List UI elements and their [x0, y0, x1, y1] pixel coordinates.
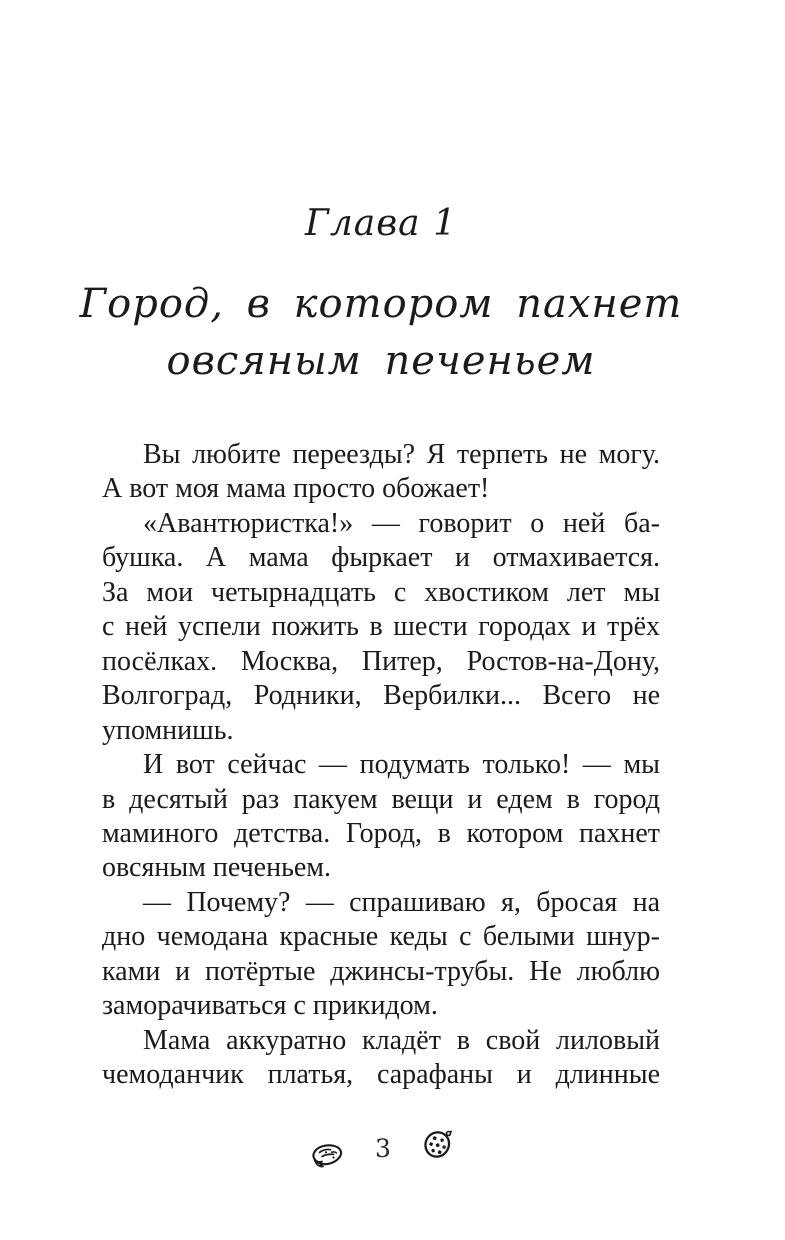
- text-line: посёлках. Москва, Питер, Ростов-на-Дону,: [102, 645, 660, 677]
- text-line: ками и потёртые джинсы-трубы. Не люблю: [102, 955, 660, 987]
- text-line: дно чемодана красные кеды с белыми шнур-: [102, 921, 660, 953]
- text-line: Вы любите переезды? Я терпеть не могу.: [143, 439, 660, 470]
- text-line: Мама аккуратно кладёт в свой лиловый: [143, 1024, 660, 1056]
- bitten-cookie-icon: [309, 1140, 345, 1172]
- text-line: Волгоград, Родники, Вербилки... Всего не: [102, 680, 660, 712]
- text-line: с ней успели пожить в шести городах и трёх: [102, 611, 660, 643]
- text-line: — Почему? — спрашиваю я, бросая на: [143, 886, 660, 918]
- text-line: упомнишь.: [102, 714, 234, 746]
- text-line: «Авантюристка!» — говорит о ней ба-: [143, 507, 660, 539]
- chapter-title: [62, 276, 700, 390]
- text-line: маминого детства. Город, в котором пахнет: [102, 817, 660, 849]
- text-line: заморачиваться с прикидом.: [102, 990, 438, 1022]
- text-line: И вот сейчас — подумать только! — мы: [143, 749, 660, 781]
- text-line: в десятый раз пакуем вещи и едем в город: [102, 783, 660, 815]
- page-number: 3: [375, 1133, 391, 1163]
- chapter-title-line-2: овсяным печеньем: [166, 338, 596, 384]
- text-line: чемоданчик платья, сарафаны и длинные: [102, 1059, 660, 1091]
- text-line: А вот моя мама просто обожает!: [102, 473, 490, 505]
- text-line: За мои четырнадцать с хвостиком лет мы: [102, 576, 660, 608]
- chapter-heading: Глава 1: [305, 203, 457, 244]
- text-line: овсяным печеньем.: [102, 852, 332, 884]
- text-line: бушка. А мама фыркает и отмахивается.: [102, 542, 660, 574]
- body-text: [102, 438, 660, 1093]
- chapter-title-line-1: Город, в котором пахнет: [79, 281, 683, 327]
- chocolate-chip-cookie-icon: [421, 1129, 453, 1162]
- page-footer: [102, 1126, 660, 1174]
